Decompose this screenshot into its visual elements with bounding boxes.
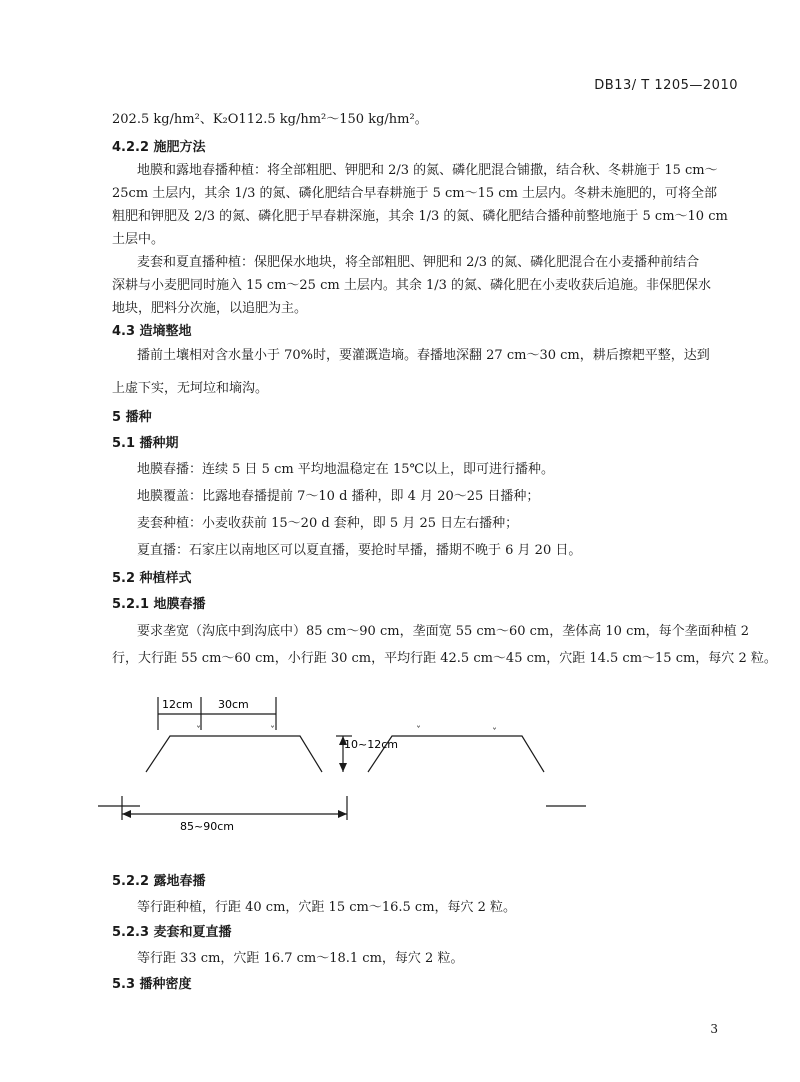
label-height: 10~12cm <box>344 738 398 751</box>
paragraph-line: 25cm 土层内，其余 1/3 的氮、磷化肥结合早春耕施于 5 cm～15 cm 土层内。冬耕未施肥的，可将全部 <box>112 186 718 201</box>
section-heading: 5 播种 <box>112 410 152 425</box>
section-heading: 5.1 播种期 <box>112 436 179 451</box>
paragraph-line: 等行距 33 cm，穴距 16.7 cm～18.1 cm，每穴 2 粒。 <box>137 951 464 966</box>
paragraph-line: 粗肥和钾肥及 2/3 的氮、磷化肥于早春耕深施，其余 1/3 的氮、磷化肥结合播种前整地施于 5 cm～10 cm <box>112 209 728 224</box>
section-heading: 4.3 造墒整地 <box>112 324 192 339</box>
seedling-mark: ˇ <box>270 726 275 737</box>
seedling-mark: ˇ <box>492 728 497 739</box>
paragraph-line: 夏直播：石家庄以南地区可以夏直播，要抢时早播，播期不晚于 6 月 20 日。 <box>137 543 582 558</box>
section-heading: 5.2.3 麦套和夏直播 <box>112 925 232 940</box>
section-heading: 5.3 播种密度 <box>112 977 192 992</box>
paragraph-line: 地膜春播：连续 5 日 5 cm 平均地温稳定在 15℃以上，即可进行播种。 <box>137 462 555 477</box>
paragraph-line: 地膜覆盖：比露地春播提前 7～10 d 播种，即 4 月 20～25 日播种； <box>137 489 540 504</box>
text-line: 202.5 kg/hm²、K₂O112.5 kg/hm²～150 kg/hm²。 <box>112 112 428 127</box>
label-width: 85~90cm <box>180 820 234 833</box>
paragraph-line: 要求垄宽（沟底中到沟底中）85 cm～90 cm，垄面宽 55 cm～60 cm，垄体高 10 cm，每个垄面种植 2 <box>137 624 750 639</box>
seedling-mark: ˇ <box>416 726 421 737</box>
paragraph-line: 麦套和夏直播种植：保肥保水地块，将全部粗肥、钾肥和 2/3 的氮、磷化肥混合在小麦播种前结合 <box>137 255 700 270</box>
seedling-mark: ˇ <box>196 726 201 737</box>
paragraph-line: 播前土壤相对含水量小于 70%时，要灌溉造墒。春播地深翻 27 cm～30 cm，耕后擦耙平整，达到 <box>137 348 710 363</box>
paragraph-line: 土层中。 <box>112 232 165 247</box>
ridge-profile-left <box>146 736 322 772</box>
paragraph-line: 深耕与小麦肥同时施入 15 cm～25 cm 土层内。其余 1/3 的氮、磷化肥在小麦收获后追施。非保肥保水 <box>112 278 712 293</box>
paragraph-line: 麦套种植：小麦收获前 15～20 d 套种，即 5 月 25 日左右播种； <box>137 516 519 531</box>
paragraph-line: 行，大行距 55 cm～60 cm，小行距 30 cm，平均行距 42.5 cm～45 cm，穴距 14.5 cm～15 cm，每穴 2 粒。 <box>112 651 777 666</box>
section-heading: 5.2 种植样式 <box>112 571 192 586</box>
section-heading: 5.2.1 地膜春播 <box>112 597 206 612</box>
paragraph-line: 地块，肥料分次施，以追肥为主。 <box>112 301 308 316</box>
page-number: 3 <box>710 1022 718 1036</box>
section-heading: 5.2.2 露地春播 <box>112 874 206 889</box>
standard-number: DB13/ T 1205—2010 <box>594 78 738 93</box>
paragraph-line: 上虚下实，无坷垃和墒沟。 <box>112 381 269 396</box>
label-30cm: 30cm <box>218 698 249 711</box>
paragraph-line: 等行距种植，行距 40 cm，穴距 15 cm～16.5 cm，每穴 2 粒。 <box>137 900 517 915</box>
paragraph-line: 地膜和露地春播种植：将全部粗肥、钾肥和 2/3 的氮、磷化肥混合铺撒，结合秋、冬耕施于 15 cm～ <box>137 163 718 178</box>
label-12cm: 12cm <box>162 698 193 711</box>
section-heading: 4.2.2 施肥方法 <box>112 140 206 155</box>
